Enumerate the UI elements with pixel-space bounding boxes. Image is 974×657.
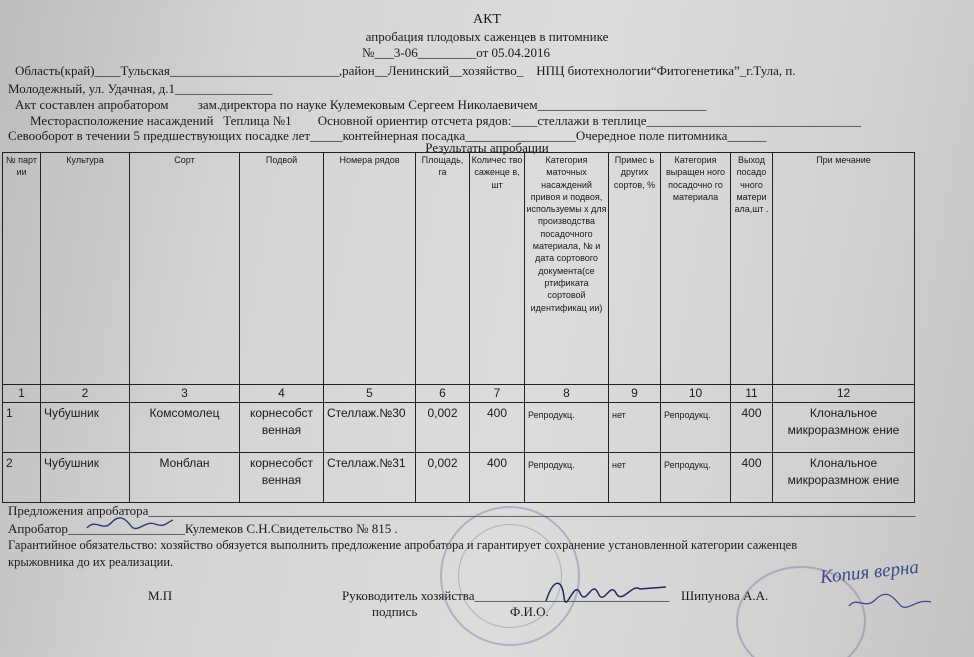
col-header-quantity: Количес тво саженце в, шт: [470, 153, 525, 385]
cell-category: Репродукц.: [525, 403, 609, 453]
col-header-variety: Сорт: [130, 153, 240, 385]
cell-area: 0,002: [416, 403, 470, 453]
cell-grown-category: Репродукц.: [661, 403, 731, 453]
col-header-rootstock: Подвой: [240, 153, 324, 385]
column-number-row: [3, 385, 915, 403]
location-line: Месторасположение насаждений Теплица №1 Основной ориентир отсчета рядов:____стеллажи в теплице_________________________________: [30, 113, 861, 128]
col-header-culture: Культура: [41, 153, 130, 385]
col-header-party: № парт ии: [3, 153, 41, 385]
cell-culture: Чубушник: [41, 453, 130, 503]
cell-quantity: 400: [470, 403, 525, 453]
region-value: Тульская: [120, 63, 170, 78]
district-value: Ленинский: [387, 63, 450, 78]
col-header-rows: Номера рядов: [324, 153, 416, 385]
cell-note: Клональное микроразмнож ение: [773, 453, 915, 503]
guarantee-text: Гарантийное обязательство: хозяйство обязуется выполнить предложение апробатора и гарантирует сохранение установленной категории саженцев: [8, 538, 798, 552]
cell-output: 400: [731, 403, 773, 453]
fio-caption: Ф.И.О.: [510, 604, 549, 619]
address-line: Молодежный, ул. Удачная, д.1_______________: [8, 81, 273, 96]
compiled-line: Акт составлен апробатором зам.директора по науке Кулемековым Сергеем Николаевичем__________________________: [15, 97, 707, 112]
act-subtitle: апробация плодовых саженцев в питомнике: [365, 29, 609, 44]
col-number: 7: [470, 385, 525, 403]
table-row: [3, 403, 915, 453]
col-header-output: Выход посадо чного матери ала,шт .: [731, 153, 773, 385]
region-line: Область(край)____Тульская__________________________,район__Ленинский__хозяйство_ НПЦ биотехнологии“Фитогенетика”_г.Тула, п.: [15, 63, 796, 78]
cell-no: 1: [3, 403, 41, 453]
cell-rootstock: корнесобст венная: [240, 403, 324, 453]
cell-no: 2: [3, 453, 41, 503]
col-number: 2: [41, 385, 130, 403]
act-title: АКТ: [473, 12, 501, 27]
col-header-area: Площадь, га: [416, 153, 470, 385]
cell-quantity: 400: [470, 453, 525, 503]
head-name: Шипунова А.А.: [681, 588, 769, 603]
col-number: 9: [609, 385, 661, 403]
cell-admixture: нет: [609, 403, 661, 453]
head-line: Руководитель хозяйства______________________________: [342, 588, 670, 603]
col-number: 10: [661, 385, 731, 403]
sign-caption: подпись: [372, 604, 418, 619]
head-signature: [540, 573, 670, 607]
approbator-value: Кулемеков С.Н.Свидетельство № 815 .: [184, 521, 398, 536]
results-table: [2, 152, 915, 503]
cell-grown-category: Репродукц.: [661, 453, 731, 503]
cell-culture: Чубушник: [41, 403, 130, 453]
col-header-admixture: Примес ь других сортов, %: [609, 153, 661, 385]
col-number: 3: [130, 385, 240, 403]
col-number: 4: [240, 385, 324, 403]
cell-admixture: нет: [609, 453, 661, 503]
col-header-grown-category: Категория выращен ного посадочно го материала: [661, 153, 731, 385]
cell-note: Клональное микроразмнож ение: [773, 403, 915, 453]
col-number: 5: [324, 385, 416, 403]
farm-value: НПЦ биотехнологии“Фитогенетика”: [536, 63, 740, 78]
cell-rootstock: корнесобст венная: [240, 453, 324, 503]
mp-label: М.П: [148, 588, 173, 603]
cell-variety: Монблан: [130, 453, 240, 503]
col-number: 12: [773, 385, 915, 403]
header-row: [3, 153, 915, 385]
act-date: 05.04.2016: [491, 45, 551, 60]
proposals-line: Предложения апробатора______________________________________________________________________________________________________________________: [8, 503, 916, 518]
cell-rows: Стеллаж.№31: [324, 453, 416, 503]
approbator-line: Апробатор__________________Кулемеков С.Н.Свидетельство № 815 .: [8, 521, 398, 536]
act-number-line: №___3-06_________от 05.04.2016: [362, 45, 551, 60]
table-row: [3, 453, 915, 503]
col-number: 1: [3, 385, 41, 403]
guarantee-text-2: крыжовника до их реализации.: [8, 555, 174, 569]
act-number: 3-06: [393, 45, 418, 60]
copy-note: Копия верна: [819, 556, 920, 589]
cell-variety: Комсомолец: [130, 403, 240, 453]
compiled-value: зам.директора по науке Кулемековым Сергеем Николаевичем: [197, 97, 538, 112]
address-value: Молодежный, ул. Удачная, д.1: [8, 81, 175, 96]
rotation-line: Севооборот в течении 5 предшествующих посадке лет_____контейнерная посадка_________________Очередное поле питомника______: [8, 128, 767, 143]
cell-output: 400: [731, 453, 773, 503]
rotation-value: контейнерная посадка: [342, 128, 466, 143]
col-number: 11: [731, 385, 773, 403]
results-title: Результаты апробации: [425, 140, 549, 155]
col-number: 8: [525, 385, 609, 403]
col-header-note: При мечание: [773, 153, 915, 385]
location-value: Теплица №1: [223, 113, 292, 128]
orient-value: стеллажи в теплице: [537, 113, 647, 128]
approbator-signature: [85, 514, 175, 536]
col-header-category: Категория маточных насаждений привоя и подвоя, используемы х для производства посадочного материала, № и дата сортового документа(се ртификата сортовой идентификац ии): [525, 153, 609, 385]
col-number: 6: [416, 385, 470, 403]
copy-signature: [845, 590, 935, 616]
cell-area: 0,002: [416, 453, 470, 503]
cell-rows: Стеллаж.№30: [324, 403, 416, 453]
cell-category: Репродукц.: [525, 453, 609, 503]
